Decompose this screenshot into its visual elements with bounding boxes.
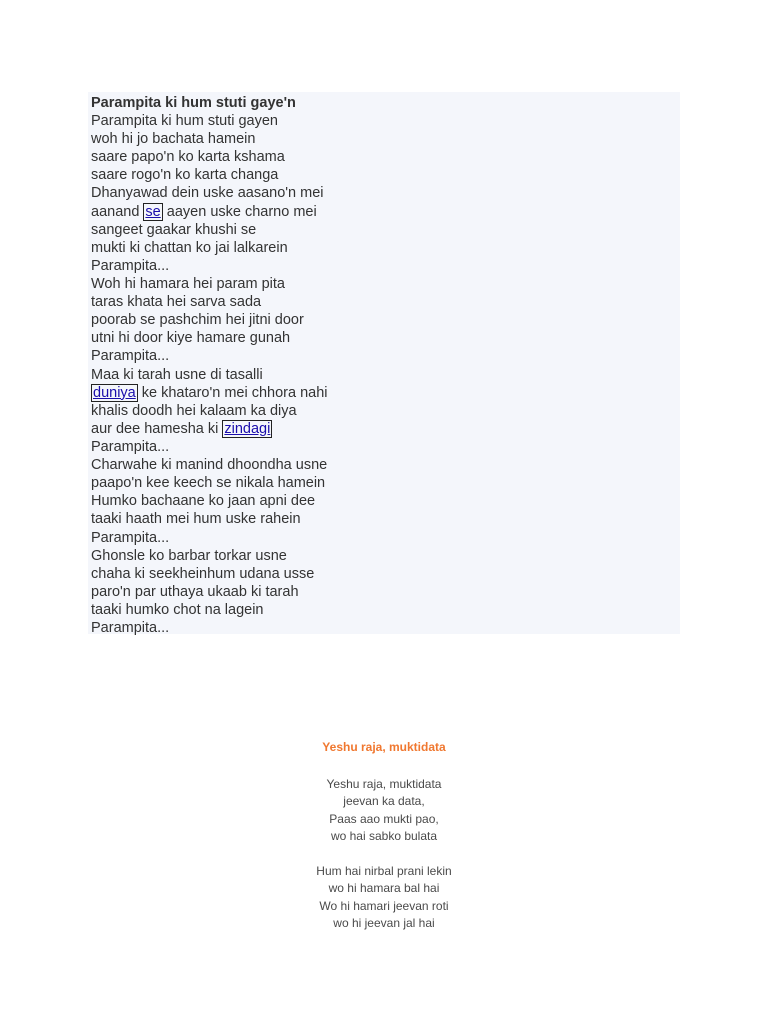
song-line [91,547,680,565]
song-line-text: aayen uske charno mei [162,203,317,220]
song-line-text: woh hi jo bachata hamein [91,131,256,148]
song-line-text: taras khata hei sarva sada [91,294,262,311]
song-line [91,203,680,221]
song-line [91,293,680,311]
song-line [91,619,680,637]
song-line-text: Ghonsle ko barbar torkar usne [91,547,287,564]
song-line [91,311,680,329]
song-line-text: taaki haath mei hum uske rahein [91,511,301,528]
song-line [91,130,680,148]
song-line [91,221,680,239]
song-line-text: Parampita ki hum stuti gayen [91,113,278,129]
song-line [91,239,680,257]
song-line [91,366,680,384]
poem-line: Wo hi hamari jeevan roti [319,898,449,913]
song-line [91,347,680,365]
song-line-text: utni hi door kiye hamare gunah [91,330,291,347]
song-line-text: paapo'n kee keech se nikala hamein [91,475,326,492]
song-line [91,565,680,583]
song-line-text: aur dee hamesha ki [91,420,223,437]
lyric-link-zindagi[interactable]: zindagi [224,420,271,437]
poem-line: Paas aao mukti pao, [329,811,439,826]
song-line [91,438,680,456]
song-line [91,583,680,601]
song-line-text: Parampita... [91,529,170,546]
song-line-text: sangeet gaakar khushi se [91,221,257,238]
poem-line: wo hai sabko bulata [330,828,438,843]
poem-line: Hum hai nirbal prani lekin [316,864,452,878]
song-title: Parampita ki hum stuti gaye'n [91,95,296,111]
song-line-text: mukti ki chattan ko jai lalkarein [91,239,288,256]
song-line [91,402,680,420]
song-line-text: khalis doodh hei kalaam ka diya [91,402,297,419]
poem-line: jeevan ka data, [343,794,425,809]
song-line [91,329,680,347]
song-line-text: saare rogo'n ko karta changa [91,167,279,184]
poem-stanza-1 [0,776,768,845]
song-line [91,529,680,547]
lyric-link-se[interactable]: se [145,203,161,220]
song-line-text: Maa ki tarah usne di tasalli [91,366,263,383]
song-line [91,166,680,184]
song-lyrics-block [88,92,680,637]
song-line [91,456,680,474]
song-line-text: Parampita... [91,620,170,637]
song-line-text: paro'n par uthaya ukaab ki tarah [91,583,299,600]
song-line [91,112,680,130]
song-line-text: Parampita... [91,348,170,365]
poem-stanza-2 [0,863,768,932]
song-line-text: Woh hi hamara hei param pita [91,275,285,292]
song-lines [91,112,680,637]
song-line [91,184,680,202]
song-line [91,510,680,528]
song-line [91,474,680,492]
poem-title: Yeshu raja, muktidata [322,740,446,754]
song-line [91,148,680,166]
song-line-text: aanand [91,203,144,220]
song-line-text: chaha ki seekheinhum udana usse [91,565,315,582]
lyric-link-duniya[interactable]: duniya [93,384,136,401]
song-line [91,492,680,510]
song-line-text: Charwahe ki manind dhoondha usne [91,457,328,474]
song-line-text: Parampita... [91,438,170,455]
poem-line: Yeshu raja, muktidata [326,777,442,791]
song-line [91,384,680,402]
song-line [91,257,680,275]
song-line [91,275,680,293]
song-line-text: ke khataro'n mei chhora nahi [137,384,328,401]
song-line-text: poorab se pashchim hei jitni door [91,312,304,329]
song-line-text: Humko bachaane ko jaan apni dee [91,493,316,510]
song-line [91,420,680,438]
song-line-text: saare papo'n ko karta kshama [91,149,285,166]
song-line [91,601,680,619]
poem-line: wo hi hamara bal hai [328,881,440,896]
song-line-text: Dhanyawad dein uske aasano'n mei [91,185,324,202]
song-line-text: Parampita... [91,257,170,274]
poem-line: wo hi jeevan jal hai [333,915,435,930]
song-line-text: taaki humko chot na lagein [91,601,264,618]
